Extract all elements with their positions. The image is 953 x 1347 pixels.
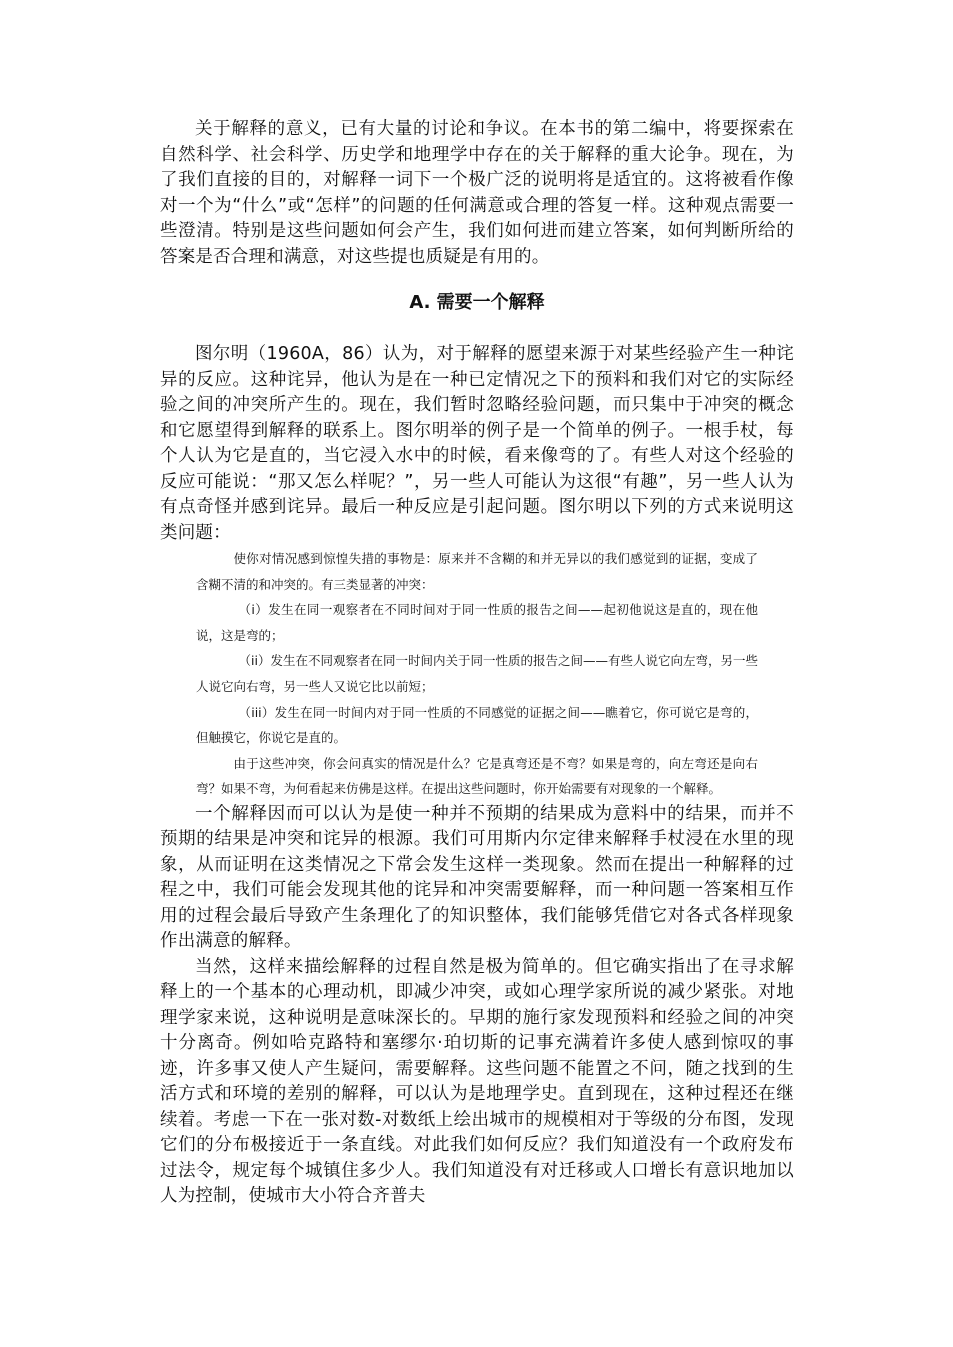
quote-item: （ii）发生在不同观察者在同一时间内关于同一性质的报告之间——有些人说它向左弯，另一些人说它向右弯，另一些人又说它比以前短； — [196, 653, 758, 694]
quote-lead: 使你对情况感到惊惶失措的事物是：原来并不含糊的和并无异以的我们感觉到的证据，变成了含糊不清的和冲突的。有三类显著的冲突： — [196, 551, 758, 592]
paragraph-toulmin-intro: 图尔明（1960A，86）认为，对于解释的愿望来源于对某些经验产生一种诧异的反应。这种诧异，他认为是在一种已定情况之下的预料和我们对它的实际经验之间的冲突所产生的。现在，我们暂时忽略经验问题，而只集中于冲突的概念和它愿望得到解释的联系上。图尔明举的例子是一个简单的例子。一根手杖，每个人认为它是直的，当它浸入水中的时候，看来像弯的了。有些人对这个经验的反应可能说：“那又怎么样呢？”，另一些人可能认为这很“有趣”，另一些人认为有点奇怪并感到诧异。最后一种反应是引起问题。图尔明以下列的方式来说明这类问题： — [160, 344, 794, 543]
paragraph-explanation-meaning: 关于解释的意义，已有大量的讨论和争议。在本书的第二编中，将要探索在自然科学、社会科学、历史学和地理学中存在的关于解释的重大论争。现在，为了我们直接的目的，对解释一词下一个极广泛的说明将是适宜的。这将被看作像对一个为“什么”或“怎样”的问题的任何满意或合理的答复一样。这种观点需要一些澄清。特别是这些问题如何会产生，我们如何进而建立答案，如何判断所给的答案是否合理和满意，对这些提也质疑是有用的。 — [160, 119, 794, 267]
quote-item: （i）发生在同一观察者在不同时间对于同一性质的报告之间——起初他说这是直的，现在他说，这是弯的； — [196, 602, 758, 643]
paragraph-psychological-motive: 当然，这样来描绘解释的过程自然是极为简单的。但它确实指出了在寻求解释上的一个基本的心理动机，即减少冲突，或如心理学家所说的减少紧张。对地理学家来说，这种说明是意味深长的。早期的施行家发现预料和经验之间的冲突十分离奇。例如哈克路特和塞缪尔·珀切斯的记事充满着许多使人感到惊叹的事迹，许多事又使人产生疑问，需要解释。这些问题不能置之不问，随之找到的生活方式和环境的差别的解释，可以认为是地理学史。直到现在，这种过程还在继续着。考虑一下在一张对数-对数纸上绘出城市的规模相对于等级的分布图，发现它们的分布极接近于一条直线。对此我们如何反应？我们知道没有一个政府发布过法令，规定每个城镇住多少人。我们知道没有对迁移或人口增长有意识地加以人为控制，使城市大小符合齐普夫 — [160, 956, 794, 1207]
section-heading: A. 需要一个解释 — [409, 292, 545, 313]
quote-closing: 由于这些冲突，你会问真实的情况是什么？它是真弯还是不弯？如果是弯的，向左弯还是向右弯？如果不弯，为何看起来仿佛是这样。在提出这些问题时，你开始需要有对现象的一个解释。 — [196, 755, 758, 797]
block-quote — [196, 546, 758, 802]
paragraph-explanation-definition: 一个解释因而可以认为是使一种并不预期的结果成为意料中的结果，而并不预期的结果是冲突和诧异的根源。我们可用斯内尔定律来解释手杖浸在水里的现象，从而证明在这类情况之下常会发生这样一类现象。然而在提出一种解释的过程之中，我们可能会发现其他的诧异和冲突需要解释，而一种问题一答案相互作用的过程会最后导致产生条理化了的知识整体，我们能够凭借它对各式各样现象作出满意的解释。 — [160, 803, 794, 952]
document-page — [160, 117, 794, 1210]
quote-item: （iii）发生在同一时间内对于同一性质的不同感觉的证据之间——瞧着它，你可说它是弯的，但触摸它，你说它是直的。 — [196, 704, 758, 746]
